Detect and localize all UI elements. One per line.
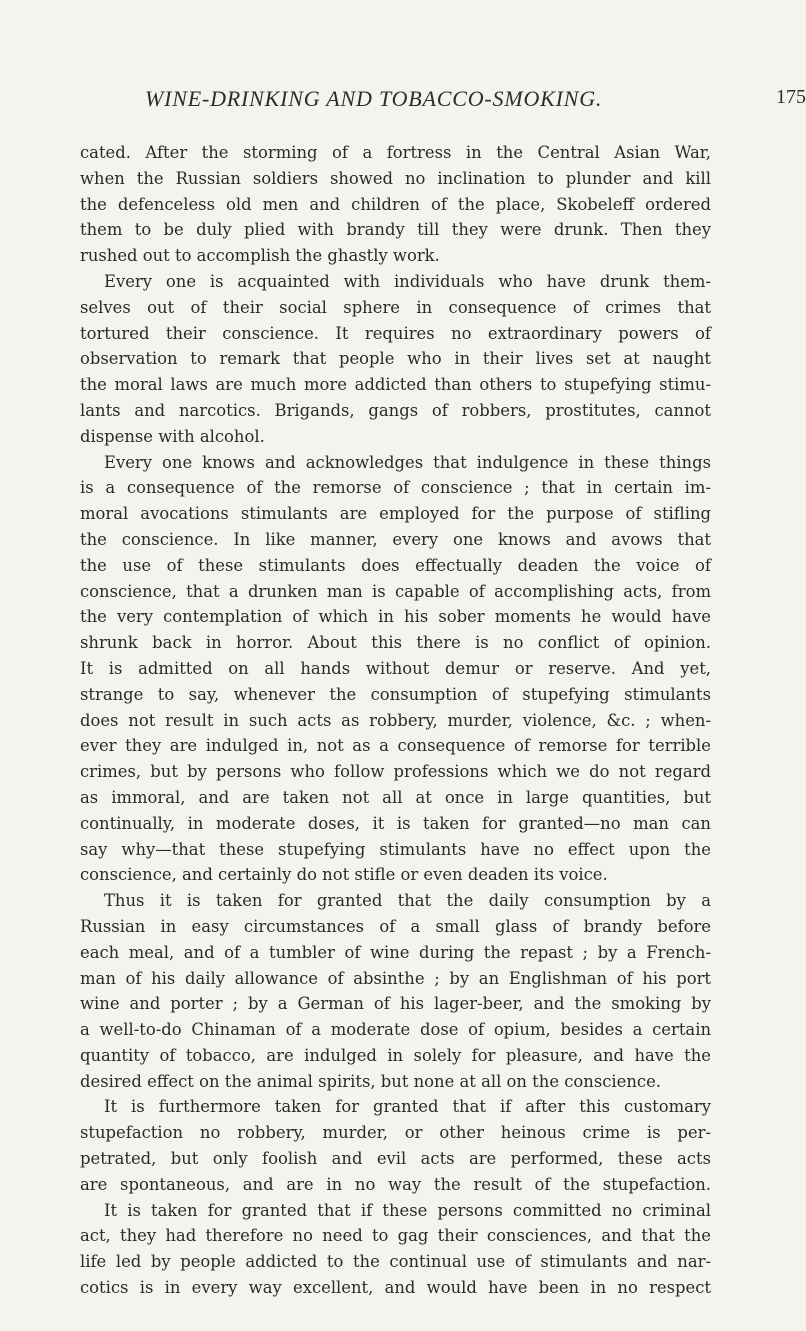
text-line: conscience, and certainly do not stifle or even deaden its voice. (80, 865, 608, 885)
text-line: Russian in easy circumstances of a small glass of brandy before (80, 916, 711, 936)
text-line: dispense with alcohol. (80, 426, 265, 446)
text-line: cotics is in every way excellent, and would have been in no respect (80, 1278, 711, 1298)
text-line: each meal, and of a tumbler of wine during the repast ; by a French- (80, 942, 711, 962)
text-line: say why—that these stupefying stimulants have no effect upon the (80, 839, 711, 859)
text-line: crimes, but by persons who follow professions which we do not regard (80, 762, 711, 782)
text-line: petrated, but only foolish and evil acts are performed, these acts (80, 1149, 711, 1169)
text-line: act, they had therefore no need to gag their consciences, and that the (80, 1226, 711, 1246)
paragraph-first-line: It is taken for granted that if these persons committed no criminal (104, 1200, 711, 1220)
text-line: strange to say, whenever the consumption of stupefying stimulants (80, 684, 711, 704)
paragraph-first-line: It is furthermore taken for granted that if after this customary (104, 1097, 711, 1117)
text-line: conscience, that a drunken man is capable of accomplishing acts, from (80, 581, 711, 601)
text-line: the use of these stimulants does effectually deaden the voice of (80, 555, 711, 575)
text-line: rushed out to accomplish the ghastly work. (80, 246, 440, 266)
text-line: shrunk back in horror. About this there is no conflict of opinion. (80, 633, 711, 653)
text-line: when the Russian soldiers showed no inclination to plunder and kill (80, 168, 711, 188)
text-line: the conscience. In like manner, every one knows and avows that (80, 529, 711, 549)
text-line: as immoral, and are taken not all at once in large quantities, but (80, 787, 711, 807)
text-line: cated. After the storming of a fortress in the Central Asian War, (80, 143, 711, 162)
text-line: the very contemplation of which in his sober moments he would have (80, 607, 711, 627)
text-line: tortured their conscience. It requires no extraordinary powers of (80, 323, 711, 343)
text-line: the moral laws are much more addicted than others to stupefying stimu- (80, 375, 711, 395)
text-line: are spontaneous, and are in no way the result of the stupefaction. (80, 1174, 711, 1194)
text-line: stupefaction no robbery, murder, or other heinous crime is per- (80, 1123, 711, 1143)
text-line: the defenceless old men and children of the place, Skobeleff ordered (80, 194, 711, 214)
text-line: lants and narcotics. Brigands, gangs of robbers, prostitutes, cannot (80, 400, 711, 420)
text-line: desired effect on the animal spirits, but none at all on the conscience. (80, 1071, 662, 1091)
text-line: selves out of their social sphere in consequence of crimes that (80, 297, 711, 317)
running-head (145, 86, 806, 116)
paragraph-first-line: Every one knows and acknowledges that indulgence in these things (104, 452, 711, 472)
text-line: It is admitted on all hands without demur or reserve. And yet, (80, 658, 711, 678)
paragraph-first-line: Every one is acquainted with individuals who have drunk them- (104, 271, 711, 291)
running-title: WINE-DRINKING AND TOBACCO-SMOKING. (145, 86, 603, 111)
text-line: does not result in such acts as robbery, murder, violence, &c. ; when- (80, 710, 711, 730)
text-line: ever they are indulged in, not as a consequence of remorse for terrible (80, 736, 711, 756)
body-text (80, 140, 711, 1301)
text-line: quantity of tobacco, are indulged in solely for pleasure, and have the (80, 1045, 711, 1065)
page-number: 175 (776, 86, 806, 108)
text-line: them to be duly plied with brandy till they were drunk. Then they (80, 220, 711, 240)
text-line: a well-to-do Chinaman of a moderate dose of opium, besides a certain (80, 1020, 711, 1040)
text-line: observation to remark that people who in their lives set at naught (80, 349, 711, 369)
text-line: is a consequence of the remorse of conscience ; that in certain im- (80, 478, 711, 498)
text-line: life led by people addicted to the continual use of stimulants and nar- (80, 1252, 711, 1272)
text-line: wine and porter ; by a German of his lager-beer, and the smoking by (80, 994, 711, 1014)
text-line: man of his daily allowance of absinthe ; by an Englishman of his port (80, 968, 711, 988)
paragraph-first-line: Thus it is taken for granted that the daily consumption by a (104, 891, 711, 911)
text-line: moral avocations stimulants are employed for the purpose of stifling (80, 504, 711, 524)
text-line: continually, in moderate doses, it is taken for granted—no man can (80, 813, 711, 833)
